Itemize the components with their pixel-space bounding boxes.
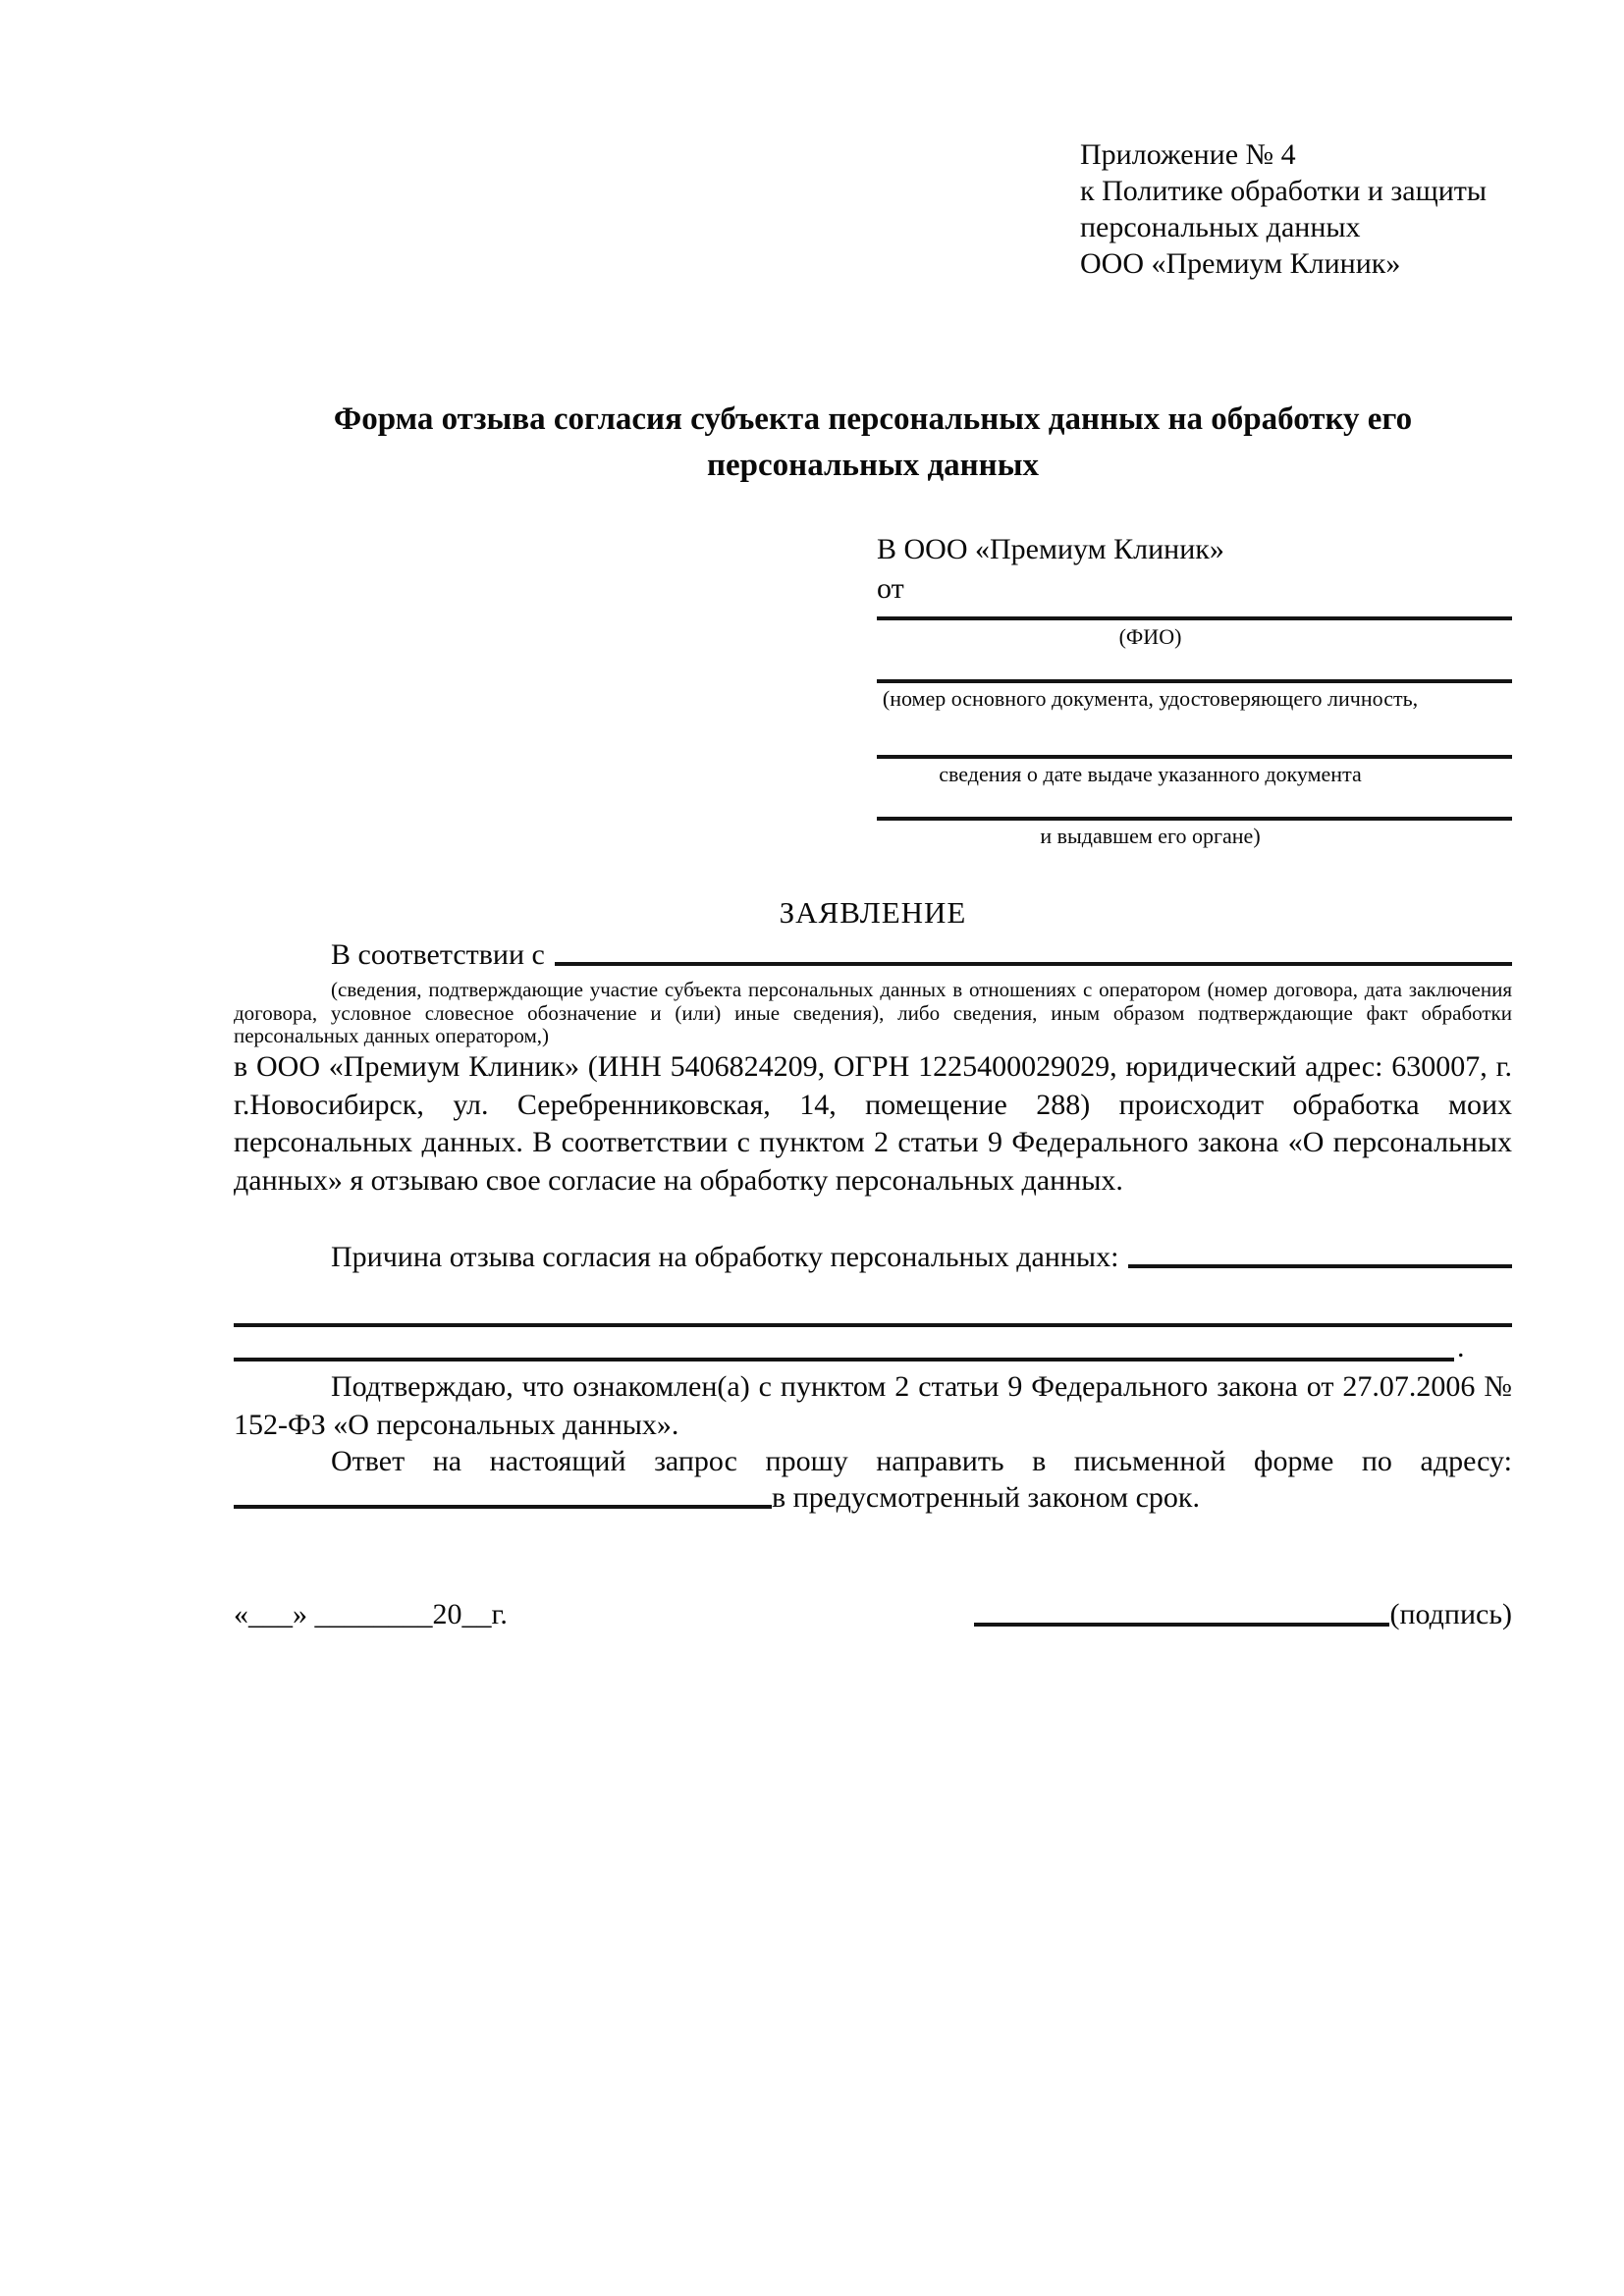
fio-blank-line bbox=[877, 616, 1512, 620]
reply-paragraph-line1: Ответ на настоящий запрос прошу направить в письменной форме по адресу: bbox=[331, 1445, 1512, 1477]
issue-date-caption: сведения о дате выдаче указанного документа bbox=[939, 762, 1362, 786]
addressee-from-label: от bbox=[877, 572, 904, 605]
statement-heading: ЗАЯВЛЕНИЕ bbox=[779, 895, 967, 930]
confirm-paragraph: Подтверждаю, что ознакомлен(а) с пунктом 2 статьи 9 Федерального закона от 27.07.2006 № 152-ФЗ «О персональных данных». bbox=[234, 1370, 1512, 1441]
signature-blank-line bbox=[974, 1623, 1389, 1627]
fio-caption: (ФИО) bbox=[1118, 624, 1182, 649]
reason-row bbox=[234, 1237, 1512, 1274]
addressee-block bbox=[877, 530, 1512, 609]
intro-note: (сведения, подтверждающие участие субъекта персональных данных в отношениях с оператором (номер договора, дата заключения договора, условное словесное обозначение и (или) иные сведения), либо сведения, иным образом подтверждающие факт обработки персональных данных оператором,) bbox=[234, 978, 1512, 1047]
document-number-caption: (номер основного документа, удостоверяющего личность, bbox=[882, 686, 1419, 711]
intro-row bbox=[234, 934, 1512, 972]
body-paragraph: в ООО «Премиум Клиник» (ИНН 5406824209, ОГРН 1225400029029, юридический адрес: 630007, г. г.Новосибирск, ул. Серебренниковская, 14, помещение 288) происходит обработка моих персональных данных. В соответствии с пунктом 2 статьи 9 Федерального закона «О персональных данных» я отзываю свое согласие на обработку персональных данных. bbox=[234, 1050, 1512, 1197]
reason-label: Причина отзыва согласия на обработку персональных данных: bbox=[331, 1241, 1119, 1273]
reply-address-blank-line bbox=[234, 1505, 772, 1509]
document-number-blank-line bbox=[877, 679, 1512, 683]
blank-line-period: . bbox=[1457, 1331, 1465, 1363]
intro-blank-line bbox=[555, 962, 1512, 966]
appendix-header bbox=[1080, 136, 1487, 282]
appendix-header-line: к Политике обработки и защиты bbox=[1080, 175, 1488, 207]
issuing-authority-caption: и выдавшем его органе) bbox=[1040, 824, 1261, 848]
appendix-header-line: ООО «Премиум Клиник» bbox=[1080, 247, 1401, 280]
appendix-header-line: персональных данных bbox=[1080, 211, 1361, 243]
reply-paragraph-line2: в предусмотренный законом срок. bbox=[772, 1481, 1200, 1514]
reason-blank-line bbox=[1128, 1264, 1512, 1268]
intro-prefix: В соответствии с bbox=[331, 938, 545, 971]
issuing-authority-blank-line bbox=[877, 817, 1512, 821]
signature-row bbox=[234, 1596, 1512, 1633]
addressee-to: В ООО «Премиум Клиник» bbox=[877, 533, 1224, 565]
signature-caption: (подпись) bbox=[1389, 1598, 1512, 1630]
signature-area bbox=[974, 1596, 1512, 1633]
date-blank-line: «___» ________20__г. bbox=[234, 1598, 508, 1630]
reason-blank-line-2 bbox=[234, 1323, 1512, 1327]
issue-date-blank-line bbox=[877, 755, 1512, 759]
reply-row bbox=[234, 1477, 1512, 1515]
reason-blank-line-3 bbox=[234, 1358, 1454, 1362]
appendix-header-line: Приложение № 4 bbox=[1080, 138, 1296, 171]
document-title: Форма отзыва согласия субъекта персональных данных на обработку его персональных данных bbox=[333, 401, 1413, 483]
